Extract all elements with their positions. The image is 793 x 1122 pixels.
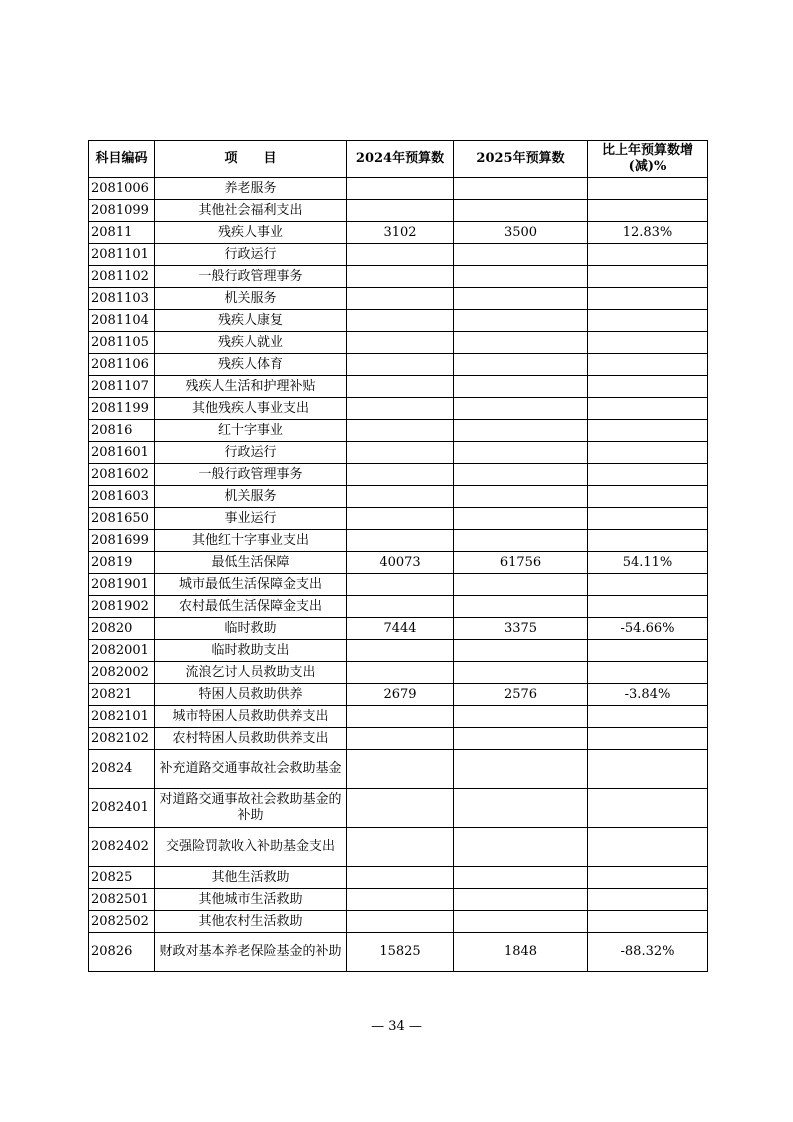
table-row [89, 911, 708, 933]
cell-budget-2025 [454, 244, 588, 266]
cell-budget-2024 [347, 398, 454, 420]
cell-name: 交强险罚款收入补助基金支出 [155, 828, 347, 867]
header-name: 项 目 [155, 141, 347, 178]
table-header-row [89, 141, 708, 178]
cell-name: 红十字事业 [155, 420, 347, 442]
cell-budget-2024 [347, 911, 454, 933]
cell-name: 特困人员救助供养 [155, 684, 347, 706]
cell-name: 临时救助 [155, 618, 347, 640]
cell-code: 2081602 [89, 464, 155, 486]
table-row [89, 508, 708, 530]
cell-budget-2024 [347, 640, 454, 662]
cell-budget-2024 [347, 662, 454, 684]
cell-name: 残疾人康复 [155, 310, 347, 332]
table-row [89, 750, 708, 789]
cell-budget-2024 [347, 200, 454, 222]
cell-budget-2024 [347, 354, 454, 376]
cell-name: 机关服务 [155, 288, 347, 310]
cell-change: -88.32% [588, 933, 708, 972]
cell-name: 机关服务 [155, 486, 347, 508]
cell-budget-2024: 2679 [347, 684, 454, 706]
cell-change [588, 508, 708, 530]
cell-change [588, 354, 708, 376]
cell-name: 临时救助支出 [155, 640, 347, 662]
cell-budget-2025 [454, 178, 588, 200]
cell-name: 财政对基本养老保险基金的补助 [155, 933, 347, 972]
cell-code: 2081603 [89, 486, 155, 508]
cell-change [588, 706, 708, 728]
cell-budget-2025: 3500 [454, 222, 588, 244]
cell-code: 2082401 [89, 789, 155, 828]
cell-budget-2024 [347, 486, 454, 508]
cell-name: 其他红十字事业支出 [155, 530, 347, 552]
table-row [89, 706, 708, 728]
table-row [89, 889, 708, 911]
cell-budget-2025 [454, 789, 588, 828]
cell-budget-2025: 1848 [454, 933, 588, 972]
cell-budget-2024 [347, 244, 454, 266]
cell-change [588, 911, 708, 933]
cell-name: 城市特困人员救助供养支出 [155, 706, 347, 728]
cell-budget-2024 [347, 789, 454, 828]
cell-name: 其他生活救助 [155, 867, 347, 889]
table-row [89, 530, 708, 552]
cell-code: 2082502 [89, 911, 155, 933]
table-body [89, 178, 708, 972]
cell-budget-2024 [347, 310, 454, 332]
cell-budget-2025 [454, 728, 588, 750]
cell-budget-2024 [347, 750, 454, 789]
cell-name: 其他残疾人事业支出 [155, 398, 347, 420]
cell-budget-2024: 7444 [347, 618, 454, 640]
cell-budget-2025 [454, 398, 588, 420]
cell-code: 20821 [89, 684, 155, 706]
table-row [89, 420, 708, 442]
cell-budget-2024 [347, 332, 454, 354]
cell-name: 残疾人事业 [155, 222, 347, 244]
table-row [89, 662, 708, 684]
cell-code: 2081106 [89, 354, 155, 376]
cell-budget-2025: 2576 [454, 684, 588, 706]
cell-budget-2025 [454, 596, 588, 618]
cell-name: 行政运行 [155, 244, 347, 266]
table-row [89, 789, 708, 828]
table-row [89, 332, 708, 354]
cell-code: 2082101 [89, 706, 155, 728]
cell-budget-2024 [347, 508, 454, 530]
cell-change [588, 640, 708, 662]
table-row [89, 354, 708, 376]
cell-budget-2025 [454, 354, 588, 376]
cell-change [588, 244, 708, 266]
cell-code: 20826 [89, 933, 155, 972]
table-row [89, 640, 708, 662]
cell-code: 2081105 [89, 332, 155, 354]
cell-name: 城市最低生活保障金支出 [155, 574, 347, 596]
cell-change [588, 200, 708, 222]
cell-budget-2025 [454, 640, 588, 662]
cell-change [588, 420, 708, 442]
cell-budget-2025 [454, 911, 588, 933]
cell-budget-2025 [454, 200, 588, 222]
cell-budget-2024 [347, 288, 454, 310]
cell-budget-2024 [347, 867, 454, 889]
cell-budget-2024 [347, 464, 454, 486]
cell-change [588, 376, 708, 398]
cell-change [588, 398, 708, 420]
cell-change: -54.66% [588, 618, 708, 640]
cell-code: 2082002 [89, 662, 155, 684]
cell-change [588, 867, 708, 889]
table-row [89, 178, 708, 200]
cell-budget-2025: 61756 [454, 552, 588, 574]
cell-budget-2025 [454, 706, 588, 728]
page-number: — 34 — [371, 1019, 422, 1034]
table-row [89, 288, 708, 310]
cell-budget-2024 [347, 596, 454, 618]
cell-change [588, 486, 708, 508]
cell-name: 对道路交通事故社会救助基金的补助 [155, 789, 347, 828]
cell-name: 养老服务 [155, 178, 347, 200]
cell-change [588, 789, 708, 828]
cell-budget-2025 [454, 889, 588, 911]
table-row [89, 222, 708, 244]
cell-change [588, 574, 708, 596]
cell-change: 54.11% [588, 552, 708, 574]
cell-budget-2024 [347, 530, 454, 552]
cell-name: 一般行政管理事务 [155, 266, 347, 288]
table-row [89, 828, 708, 867]
cell-budget-2025 [454, 310, 588, 332]
cell-budget-2025 [454, 288, 588, 310]
cell-code: 20824 [89, 750, 155, 789]
table-row [89, 486, 708, 508]
cell-change [588, 889, 708, 911]
cell-budget-2025 [454, 442, 588, 464]
cell-name: 事业运行 [155, 508, 347, 530]
cell-budget-2025 [454, 662, 588, 684]
cell-budget-2024 [347, 178, 454, 200]
table-row [89, 310, 708, 332]
cell-budget-2025 [454, 376, 588, 398]
cell-budget-2025: 3375 [454, 618, 588, 640]
cell-code: 2081107 [89, 376, 155, 398]
cell-budget-2024 [347, 420, 454, 442]
cell-code: 2081601 [89, 442, 155, 464]
cell-code: 20820 [89, 618, 155, 640]
header-code: 科目编码 [89, 141, 155, 178]
cell-budget-2024 [347, 266, 454, 288]
cell-name: 其他社会福利支出 [155, 200, 347, 222]
cell-budget-2024: 15825 [347, 933, 454, 972]
cell-change [588, 442, 708, 464]
cell-budget-2025 [454, 867, 588, 889]
cell-budget-2025 [454, 508, 588, 530]
cell-name: 补充道路交通事故社会救助基金 [155, 750, 347, 789]
cell-code: 2081103 [89, 288, 155, 310]
table-row [89, 552, 708, 574]
cell-code: 2081699 [89, 530, 155, 552]
table-row [89, 728, 708, 750]
cell-budget-2024 [347, 889, 454, 911]
header-change: 比上年预算数增(减)% [588, 141, 708, 178]
cell-name: 其他农村生活救助 [155, 911, 347, 933]
cell-budget-2024 [347, 706, 454, 728]
cell-code: 2081650 [89, 508, 155, 530]
cell-budget-2025 [454, 530, 588, 552]
table-row [89, 244, 708, 266]
cell-name: 残疾人体育 [155, 354, 347, 376]
table-row [89, 933, 708, 972]
cell-code: 2081099 [89, 200, 155, 222]
cell-name: 残疾人就业 [155, 332, 347, 354]
table-row [89, 596, 708, 618]
cell-code: 2081104 [89, 310, 155, 332]
cell-name: 残疾人生活和护理补贴 [155, 376, 347, 398]
cell-change [588, 828, 708, 867]
cell-code: 2082501 [89, 889, 155, 911]
cell-change [588, 178, 708, 200]
cell-code: 2081006 [89, 178, 155, 200]
cell-code: 20825 [89, 867, 155, 889]
table-row [89, 200, 708, 222]
cell-budget-2025 [454, 750, 588, 789]
cell-budget-2025 [454, 574, 588, 596]
cell-change [588, 310, 708, 332]
cell-budget-2025 [454, 486, 588, 508]
table-row [89, 398, 708, 420]
cell-budget-2024 [347, 728, 454, 750]
cell-code: 2081902 [89, 596, 155, 618]
cell-change [588, 332, 708, 354]
cell-change [588, 662, 708, 684]
cell-change: 12.83% [588, 222, 708, 244]
cell-budget-2024 [347, 442, 454, 464]
table-row [89, 266, 708, 288]
cell-change [588, 288, 708, 310]
cell-code: 2081901 [89, 574, 155, 596]
cell-name: 其他城市生活救助 [155, 889, 347, 911]
budget-table [88, 140, 708, 972]
header-budget-2024: 2024年预算数 [347, 141, 454, 178]
cell-budget-2024: 3102 [347, 222, 454, 244]
cell-name: 最低生活保障 [155, 552, 347, 574]
header-budget-2025: 2025年预算数 [454, 141, 588, 178]
cell-budget-2024 [347, 828, 454, 867]
cell-code: 20816 [89, 420, 155, 442]
table-row [89, 684, 708, 706]
cell-change [588, 266, 708, 288]
cell-code: 2082402 [89, 828, 155, 867]
cell-code: 20811 [89, 222, 155, 244]
cell-change [588, 750, 708, 789]
cell-name: 一般行政管理事务 [155, 464, 347, 486]
cell-budget-2025 [454, 464, 588, 486]
cell-budget-2024 [347, 376, 454, 398]
cell-budget-2024: 40073 [347, 552, 454, 574]
cell-code: 2082102 [89, 728, 155, 750]
cell-code: 2081101 [89, 244, 155, 266]
cell-change [588, 530, 708, 552]
cell-change: -3.84% [588, 684, 708, 706]
cell-code: 20819 [89, 552, 155, 574]
cell-name: 农村最低生活保障金支出 [155, 596, 347, 618]
cell-budget-2024 [347, 574, 454, 596]
cell-name: 流浪乞讨人员救助支出 [155, 662, 347, 684]
cell-code: 2082001 [89, 640, 155, 662]
table-row [89, 574, 708, 596]
cell-code: 2081102 [89, 266, 155, 288]
table-row [89, 618, 708, 640]
cell-name: 农村特困人员救助供养支出 [155, 728, 347, 750]
cell-change [588, 464, 708, 486]
table-row [89, 867, 708, 889]
cell-code: 2081199 [89, 398, 155, 420]
table-row [89, 442, 708, 464]
cell-budget-2025 [454, 420, 588, 442]
cell-budget-2025 [454, 266, 588, 288]
table-row [89, 464, 708, 486]
table-row [89, 376, 708, 398]
cell-change [588, 596, 708, 618]
cell-budget-2025 [454, 332, 588, 354]
cell-budget-2025 [454, 828, 588, 867]
cell-change [588, 728, 708, 750]
cell-name: 行政运行 [155, 442, 347, 464]
